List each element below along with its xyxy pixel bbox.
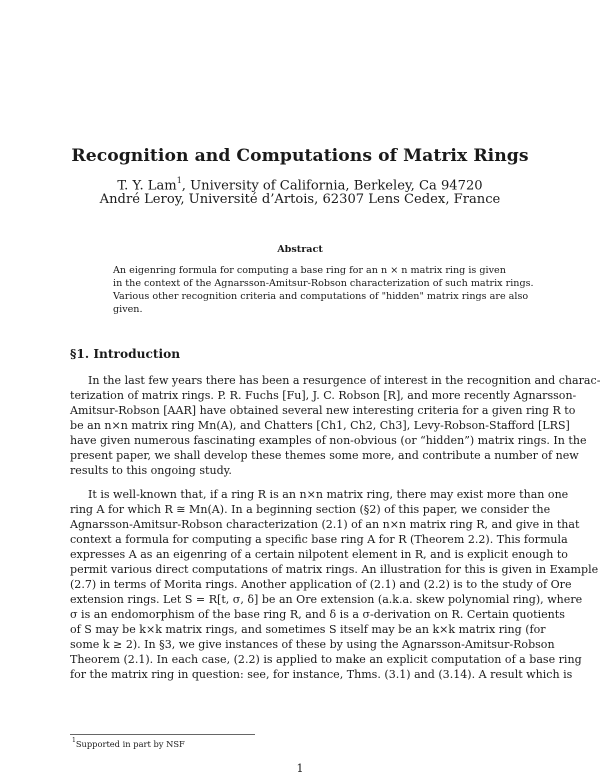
body-line: be an n×n matrix ring Mn(A), and Chatters [Ch1, Ch2, Ch3], Levy-Robson-Stafford [LRS]	[70, 419, 570, 432]
footnote-mark: 1	[72, 737, 76, 744]
abstract-line: Various other recognition criteria and computations of "hidden" matrix rings are also	[113, 291, 529, 302]
abstract-line: An eigenring formula for computing a base ring for an n × n matrix ring is given	[113, 265, 506, 276]
body-line: present paper, we shall develop these themes some more, and contribute a number of new	[70, 449, 579, 462]
body-line: Agnarsson-Amitsur-Robson characterization (2.1) of an n×n matrix ring R, and give in that	[70, 518, 580, 531]
footnote-rule	[70, 734, 255, 735]
author-name: T. Y. Lam	[117, 178, 177, 194]
body-line: It is well-known that, if a ring R is an n×n matrix ring, there may exist more than one	[88, 488, 569, 501]
section-heading: §1. Introduction	[70, 347, 181, 361]
body-line: some k ≥ 2). In §3, we give instances of these by using the Agnarsson-Amitsur-Robson	[70, 638, 555, 651]
body-line: Amitsur-Robson [AAR] have obtained several new interesting criteria for a given ring R to	[70, 404, 576, 417]
author-affiliation: , University of California, Berkeley, Ca 94720	[181, 178, 483, 194]
body-line: In the last few years there has been a resurgence of interest in the recognition and charac-	[88, 374, 600, 387]
body-line: expresses A as an eigenring of a certain nilpotent element in R, and is explicit enough to	[70, 548, 568, 561]
body-line: for the matrix ring in question: see, for instance, Thms. (3.1) and (3.14). A result which is	[70, 668, 573, 681]
body-line: context a formula for computing a specific base ring A for R (Theorem 2.2). This formula	[70, 533, 568, 546]
body-line: (2.7) in terms of Morita rings. Another application of (2.1) and (2.2) is to the study of Ore	[70, 578, 572, 591]
body-line: terization of matrix rings. P. R. Fuchs [Fu], J. C. Robson [R], and more recently Agnarsson-	[70, 389, 577, 402]
body-line: ring A for which R ≅ Mn(A). In a beginning section (§2) of this paper, we consider the	[70, 503, 551, 516]
abstract-line: in the context of the Agnarsson-Amitsur-Robson characterization of such matrix rings.	[113, 278, 534, 289]
body-line: extension rings. Let S = R[t, σ, δ] be an Ore extension (a.k.a. skew polynomial ring), where	[70, 593, 583, 606]
body-line: permit various direct computations of matrix rings. An illustration for this is given in Example	[70, 563, 599, 576]
body-line: Theorem (2.1). In each case, (2.2) is applied to make an explicit computation of a base ring	[70, 653, 582, 666]
author-line-1	[0, 177, 600, 193]
body-line: σ is an endomorphism of the base ring R, and δ is a σ-derivation on R. Certain quotients	[70, 608, 565, 621]
body-line: of S may be k×k matrix rings, and sometimes S itself may be an k×k matrix ring (for	[70, 623, 546, 636]
paper-title: Recognition and Computations of Matrix Rings	[71, 146, 529, 166]
body-line: results to this ongoing study.	[70, 464, 232, 477]
abstract-heading: Abstract	[277, 244, 323, 255]
footnote-text: Supported in part by NSF	[75, 738, 185, 749]
page-number: 1	[296, 762, 304, 775]
footnote-mark: 1	[176, 176, 182, 185]
author-line-2: André Leroy, Université d’Artois, 62307 Lens Cedex, France	[99, 192, 501, 207]
body-line: have given numerous fascinating examples of non-obvious (or “hidden”) matrix rings. In the	[70, 434, 587, 447]
abstract-line: given.	[113, 304, 143, 315]
footnote	[72, 738, 185, 749]
